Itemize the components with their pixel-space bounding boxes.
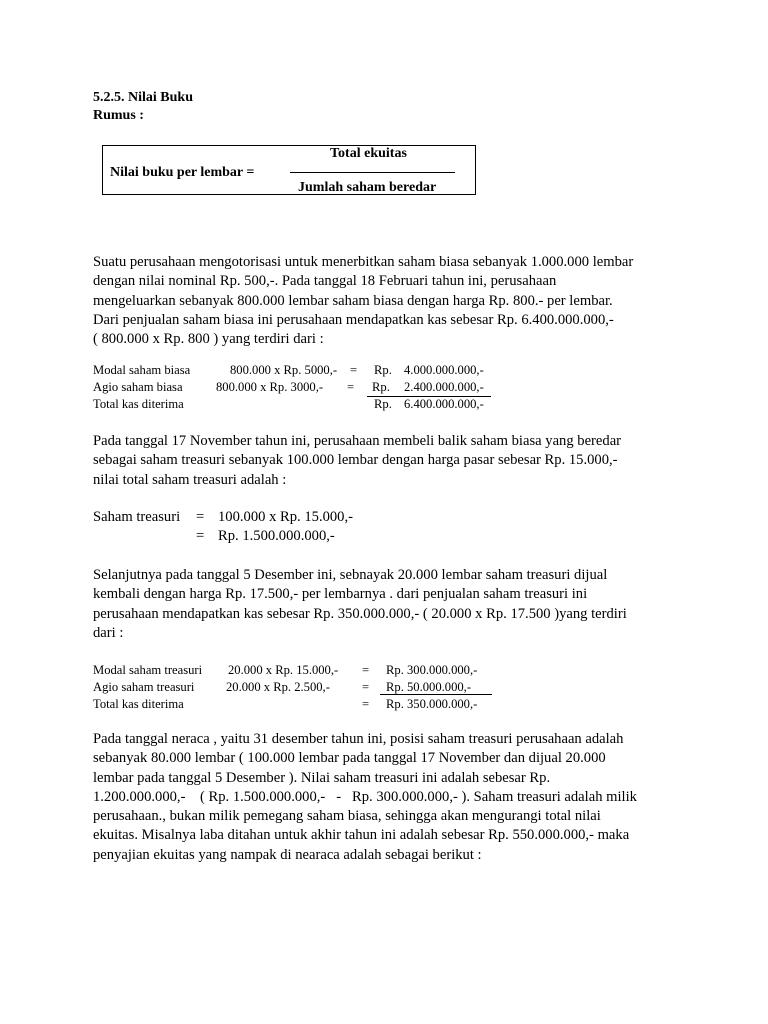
text-line: sebagai saham treasuri sebanyak 100.000 lembar dengan harga pasar sebesar Rp. 15.000,- xyxy=(93,452,618,469)
paragraph-3 xyxy=(93,566,627,643)
treasury-eq: = xyxy=(196,509,205,525)
table-row-eq: = xyxy=(362,680,370,694)
treasury-eq: = xyxy=(196,528,205,544)
text-line: Pada tanggal neraca , yaitu 31 desember tahun ini, posisi saham treasuri perusahaan adalah xyxy=(93,731,624,747)
table-row-amount: Rp. 50.000.000,- xyxy=(386,680,472,694)
paragraph-2 xyxy=(93,432,621,490)
table-row-label: Agio saham biasa xyxy=(93,380,183,394)
table-row-label: Modal saham biasa xyxy=(93,363,191,377)
table-row-eq: = xyxy=(362,663,370,677)
text-line: Selanjutnya pada tanggal 5 Desember ini, sebnayak 20.000 lembar saham treasuri dijual xyxy=(93,567,608,583)
table-row-amount: 4.000.000.000,- xyxy=(404,363,484,377)
paragraph-1 xyxy=(93,253,633,349)
text-line: 1.200.000.000,- ( Rp. 1.500.000.000,- - Rp. 300.000.000,- ). Saham treasuri adalah milik xyxy=(93,788,637,805)
table-row-label: Agio saham treasuri xyxy=(93,680,195,694)
fraction-bar xyxy=(290,172,455,173)
table-row-calc: 800.000 x Rp. 5000,- xyxy=(230,363,338,377)
table-row-eq: = xyxy=(362,697,370,711)
table-row-eq: = xyxy=(347,380,355,394)
table-row-calc: 20.000 x Rp. 2.500,- xyxy=(226,680,330,694)
text-line: Pada tanggal 17 November tahun ini, perusahaan membeli balik saham biasa yang beredar xyxy=(93,433,622,449)
text-line: penyajian ekuitas yang nampak di nearaca adalah sebagai berikut : xyxy=(93,846,482,863)
paragraph-4 xyxy=(93,730,637,865)
text-line: Suatu perusahaan mengotorisasi untuk menerbitkan saham biasa sebanyak 1.000.000 lembar xyxy=(93,254,634,270)
table-row-label: Total kas diterima xyxy=(93,397,184,411)
text-line: dari : xyxy=(93,624,124,641)
table-row-amount: Rp. 300.000.000,- xyxy=(386,663,478,677)
table-row-amount: 2.400.000.000,- xyxy=(404,380,484,394)
text-line: dengan nilai nominal Rp. 500,-. Pada tanggal 18 Februari tahun ini, perusahaan xyxy=(93,273,557,290)
text-line: lembar pada tanggal 5 Desember ). Nilai saham treasuri ini adalah sebesar Rp. xyxy=(93,769,551,786)
formula-denominator: Jumlah saham beredar xyxy=(298,180,437,195)
formula-numerator: Total ekuitas xyxy=(330,146,407,161)
text-line: kembali dengan harga Rp. 17.500,- per lembarnya . dari penjualan saham treasuri ini xyxy=(93,586,588,603)
formula-lhs: Nilai buku per lembar = xyxy=(110,165,255,180)
table-row-label: Total kas diterima xyxy=(93,697,184,711)
table-row-label: Modal saham treasuri xyxy=(93,663,203,677)
text-line: nilai total saham treasuri adalah : xyxy=(93,471,287,488)
treasury-calc: 100.000 x Rp. 15.000,- xyxy=(218,509,353,525)
table-row-rp: Rp. xyxy=(374,397,392,411)
text-line: perusahaan., bukan milik pemegang saham biasa, sehingga akan mengurangi total nilai xyxy=(93,808,601,825)
text-line: ekuitas. Misalnya laba ditahan untuk akhir tahun ini adalah sebesar Rp. 550.000.000,- maka xyxy=(93,827,630,844)
treasury-total: Rp. 1.500.000.000,- xyxy=(218,528,335,544)
treasury-label: Saham treasuri xyxy=(93,509,181,525)
text-line: perusahaan mendapatkan kas sebesar Rp. 350.000.000,- ( 20.000 x Rp. 17.500 )yang terdiri xyxy=(93,605,627,622)
table-row-calc: 20.000 x Rp. 15.000,- xyxy=(228,663,339,677)
text-line: ( 800.000 x Rp. 800 ) yang terdiri dari : xyxy=(93,331,324,348)
text-line: sebanyak 80.000 lembar ( 100.000 lembar pada tanggal 17 November dan dijual 20.000 xyxy=(93,750,606,767)
rumus-label: Rumus : xyxy=(93,108,144,123)
text-line: mengeluarkan sebanyak 800.000 lembar saham biasa dengan harga Rp. 800.- per lembar. xyxy=(93,292,613,309)
table-row-eq: = xyxy=(350,363,358,377)
text-line: Dari penjualan saham biasa ini perusahaan mendapatkan kas sebesar Rp. 6.400.000.000,- xyxy=(93,311,614,328)
table-row-amount: 6.400.000.000,- xyxy=(404,397,484,411)
sum-underline xyxy=(380,694,492,695)
table-row-calc: 800.000 x Rp. 3000,- xyxy=(216,380,324,394)
table-row-rp: Rp. xyxy=(374,363,392,377)
section-heading: 5.2.5. Nilai Buku xyxy=(93,90,193,105)
table-row-rp: Rp. xyxy=(372,380,390,394)
table-row-amount: Rp. 350.000.000,- xyxy=(386,697,478,711)
